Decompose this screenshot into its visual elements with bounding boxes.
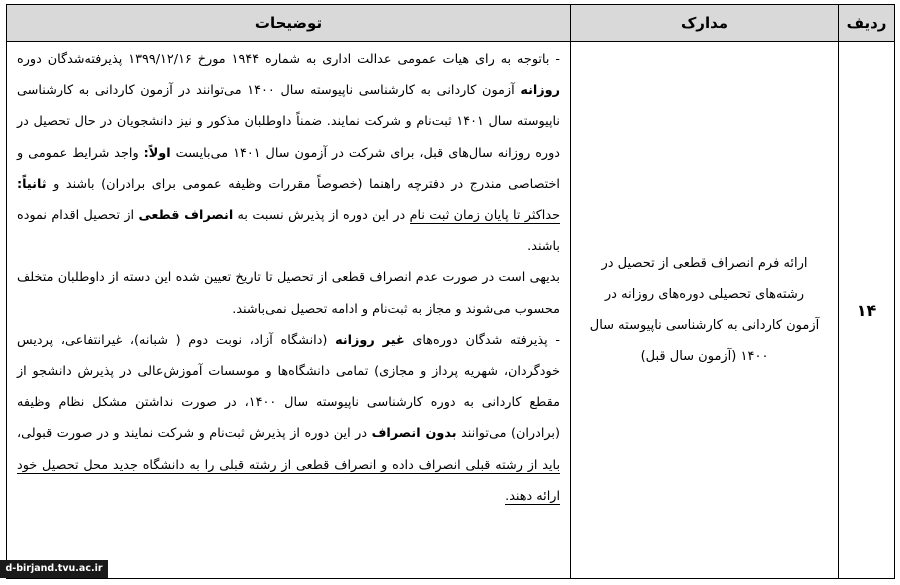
- requirements-table: [6, 4, 895, 579]
- desc-text: واجد شرایط عمومی و اختصاصی مندرج در دفترچه راهنما (خصوصاً مقررات وظیفه عمومی برای برادران) باشند و: [17, 145, 560, 192]
- desc-text: - پذیرفته شدگان دوره‌های: [404, 332, 560, 348]
- desc-text: آزمون کاردانی به کارشناسی ناپیوسته سال ۱۴۰۰ می‌توانند در آزمون کاردانی به کارشناسی ناپیوسته سال ۱۴۰۱ ثبت‌نام و شرکت نمایند. ضمناً داوطلبان مذکور و نیز دانشجویان در حال تحصیل در دوره روزانه سال‌های قبل، برای شرکت در آزمون سال ۱۴۰۱ می‌بایست: [17, 83, 560, 161]
- desc-bold-without-withdrawal: بدون انصراف: [371, 426, 457, 442]
- row-number: ۱۴: [839, 42, 895, 579]
- desc-text: در این دوره از پذیرش نسبت به: [233, 208, 410, 224]
- description-paragraph-2: بدیهی است در صورت عدم انصراف قطعی از تحصیل تا تاریخ تعیین شده این دسته از داوطلبان متخلف محسوب می‌شوند و مجاز به ثبت‌نام و ادامه تحصیل نمی‌باشند.: [17, 270, 560, 317]
- row-documents: ارائه فرم انصراف قطعی از تحصیل در رشته‌های تحصیلی دوره‌های روزانه در آزمون کاردانی به کارشناسی ناپیوسته سال ۱۴۰۰ (آزمون سال قبل): [571, 42, 839, 579]
- desc-bold-daily: روزانه: [520, 83, 560, 99]
- description-paragraph-3: [17, 325, 560, 512]
- desc-underlined-deadline: حداکثر تا پایان زمان ثبت نام: [409, 208, 560, 224]
- desc-bold-withdrawal: انصراف قطعی: [138, 208, 234, 224]
- header-description: توضیحات: [7, 5, 571, 42]
- desc-text: (دانشگاه آزاد، نوبت دوم ( شبانه)، غیرانتفاعی، پردیس خودگردان، شهریه پرداز و مجازی) تمامی دانشگاه‌ها و موسسات آموزش‌عالی در پذیرش دانشجو از مقطع کاردانی به دوره کارشناسی ناپیوسته سال ۱۴۰۰، در صورت نداشتن مشکل نظام وظیفه (برادران) می‌توانند: [17, 332, 560, 442]
- description-paragraph-1: [17, 44, 560, 262]
- table-header-row: [7, 5, 895, 42]
- desc-bold-first: اولاً:: [143, 145, 171, 161]
- desc-text: از تحصیل اقدام نموده باشند.: [17, 208, 560, 255]
- desc-underlined-requirement: باید از رشته قبلی انصراف داده و انصراف قطعی از رشته قبلی را به دانشگاه جدید محل تحصیل خود ارائه دهند.: [17, 457, 560, 504]
- row-description: [7, 42, 571, 579]
- desc-text: - باتوجه به رای هیات عمومی عدالت اداری به شماره ۱۹۴۴ مورخ ۱۳۹۹/۱۲/۱۶ پذیرفته‌شدگان دوره: [17, 52, 560, 67]
- table-row: [7, 42, 895, 579]
- desc-bold-second: ثانیاً:: [17, 176, 47, 192]
- desc-text: در این دوره از پذیرش ثبت‌نام و شرکت نمایند و در صورت قبولی،: [17, 426, 372, 442]
- site-watermark: d-birjand.tvu.ac.ir: [0, 560, 108, 578]
- header-documents: مدارک: [571, 5, 839, 42]
- header-row-number: ردیف: [839, 5, 895, 42]
- desc-bold-non-daily: غیر روزانه: [335, 332, 405, 348]
